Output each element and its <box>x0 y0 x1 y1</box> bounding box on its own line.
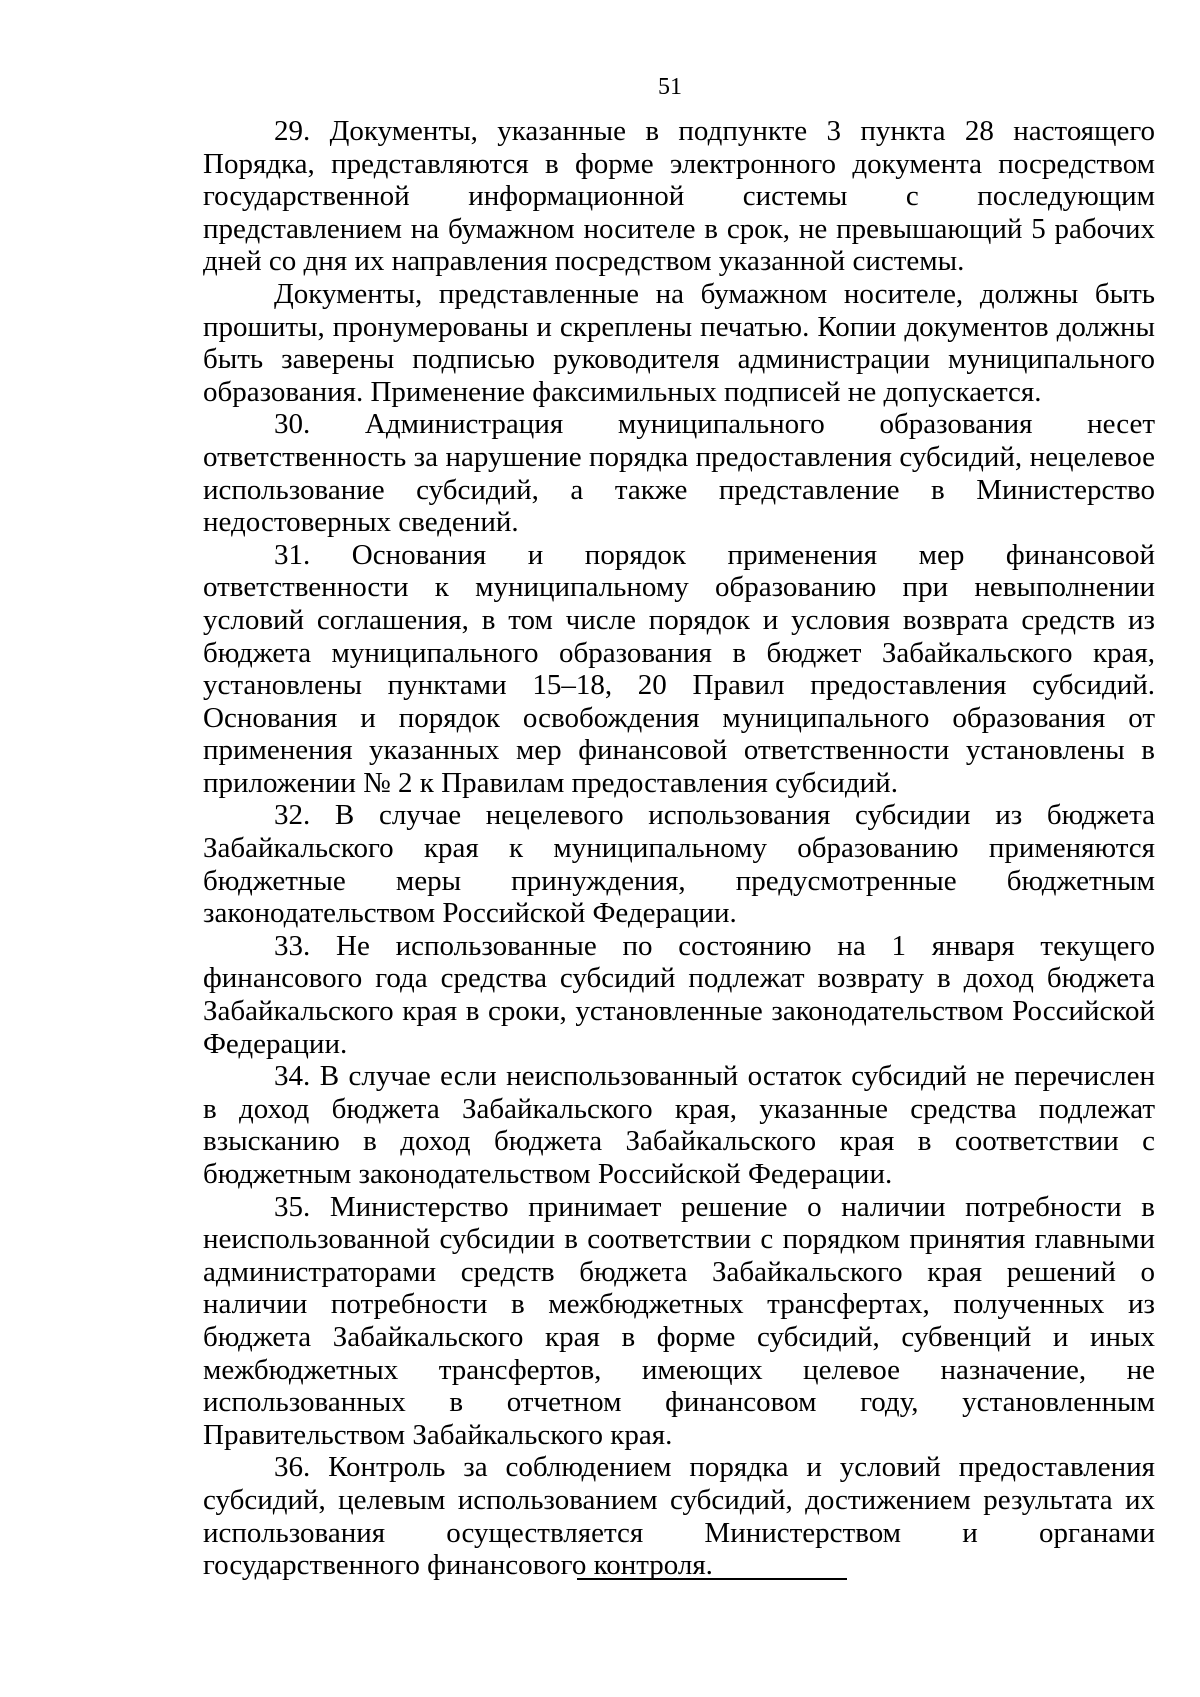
paragraph-31: 31. Основания и порядок применения мер финансовой ответственности к муниципальному образованию при невыполнении условий соглашения, в том числе порядок и условия возврата средств из бюджета муниципального образования в бюджет Забайкальского края, установлены пунктами 15–18, 20 Правил предоставления субсидий. Основания и порядок освобождения муниципального образования от применения указанных мер финансовой ответственности установлены в приложении № 2 к Правилам предоставления субсидий. <box>203 538 1155 799</box>
paragraph-34: 34. В случае если неиспользованный остаток субсидий не перечислен в доход бюджета Забайкальского края, указанные средства подлежат взысканию в доход бюджета Забайкальского края в соответствии с бюджетным законодательством Российской Федерации. <box>203 1060 1155 1190</box>
paragraph-33: 33. Не использованные по состоянию на 1 января текущего финансового года средства субсидий подлежат возврату в доход бюджета Забайкальского края в сроки, установленные законодательством Российской Федерации. <box>203 929 1155 1060</box>
paragraph-29: 29. Документы, указанные в подпункте 3 пункта 28 настоящего Порядка, представляются в форме электронного документа посредством государственной информационной системы с последующим представлением на бумажном носителе в срок, не превышающий 5 рабочих дней со дня их направления посредством указанной системы. <box>203 115 1155 278</box>
page-number: 51 <box>658 74 682 100</box>
end-of-document-rule <box>577 1578 847 1580</box>
paragraph-32: 32. В случае нецелевого использования субсидии из бюджета Забайкальского края к муниципальному образованию применяются бюджетные меры принуждения, предусмотренные бюджетным законодательством Российской Федерации. <box>203 799 1155 930</box>
paragraph-30: 30. Администрация муниципального образования несет ответственность за нарушение порядка предоставления субсидий, нецелевое использование субсидий, а также представление в Министерство недостоверных сведений. <box>203 408 1155 539</box>
paragraph-29-continued: Документы, представленные на бумажном носителе, должны быть прошиты, пронумерованы и скреплены печатью. Копии документов должны быть заверены подписью руководителя администрации муниципального образования. Применение факсимильных подписей не допускается. <box>203 277 1155 408</box>
paragraph-35: 35. Министерство принимает решение о наличии потребности в неиспользованной субсидии в соответствии с порядком принятия главными администраторами средств бюджета Забайкальского края решений о наличии потребности в межбюджетных трансфертах, полученных из бюджета Забайкальского края в форме субсидий, субвенций и иных межбюджетных трансфертов, имеющих целевое назначение, не использованных в отчетном финансовом году, установленным Правительством Забайкальского края. <box>203 1190 1155 1451</box>
paragraph-36: 36. Контроль за соблюдением порядка и условий предоставления субсидий, целевым использованием субсидий, достижением результата их использования осуществляется Министерством и органами государственного финансового контроля. <box>203 1451 1155 1582</box>
document-body <box>203 115 1155 1582</box>
